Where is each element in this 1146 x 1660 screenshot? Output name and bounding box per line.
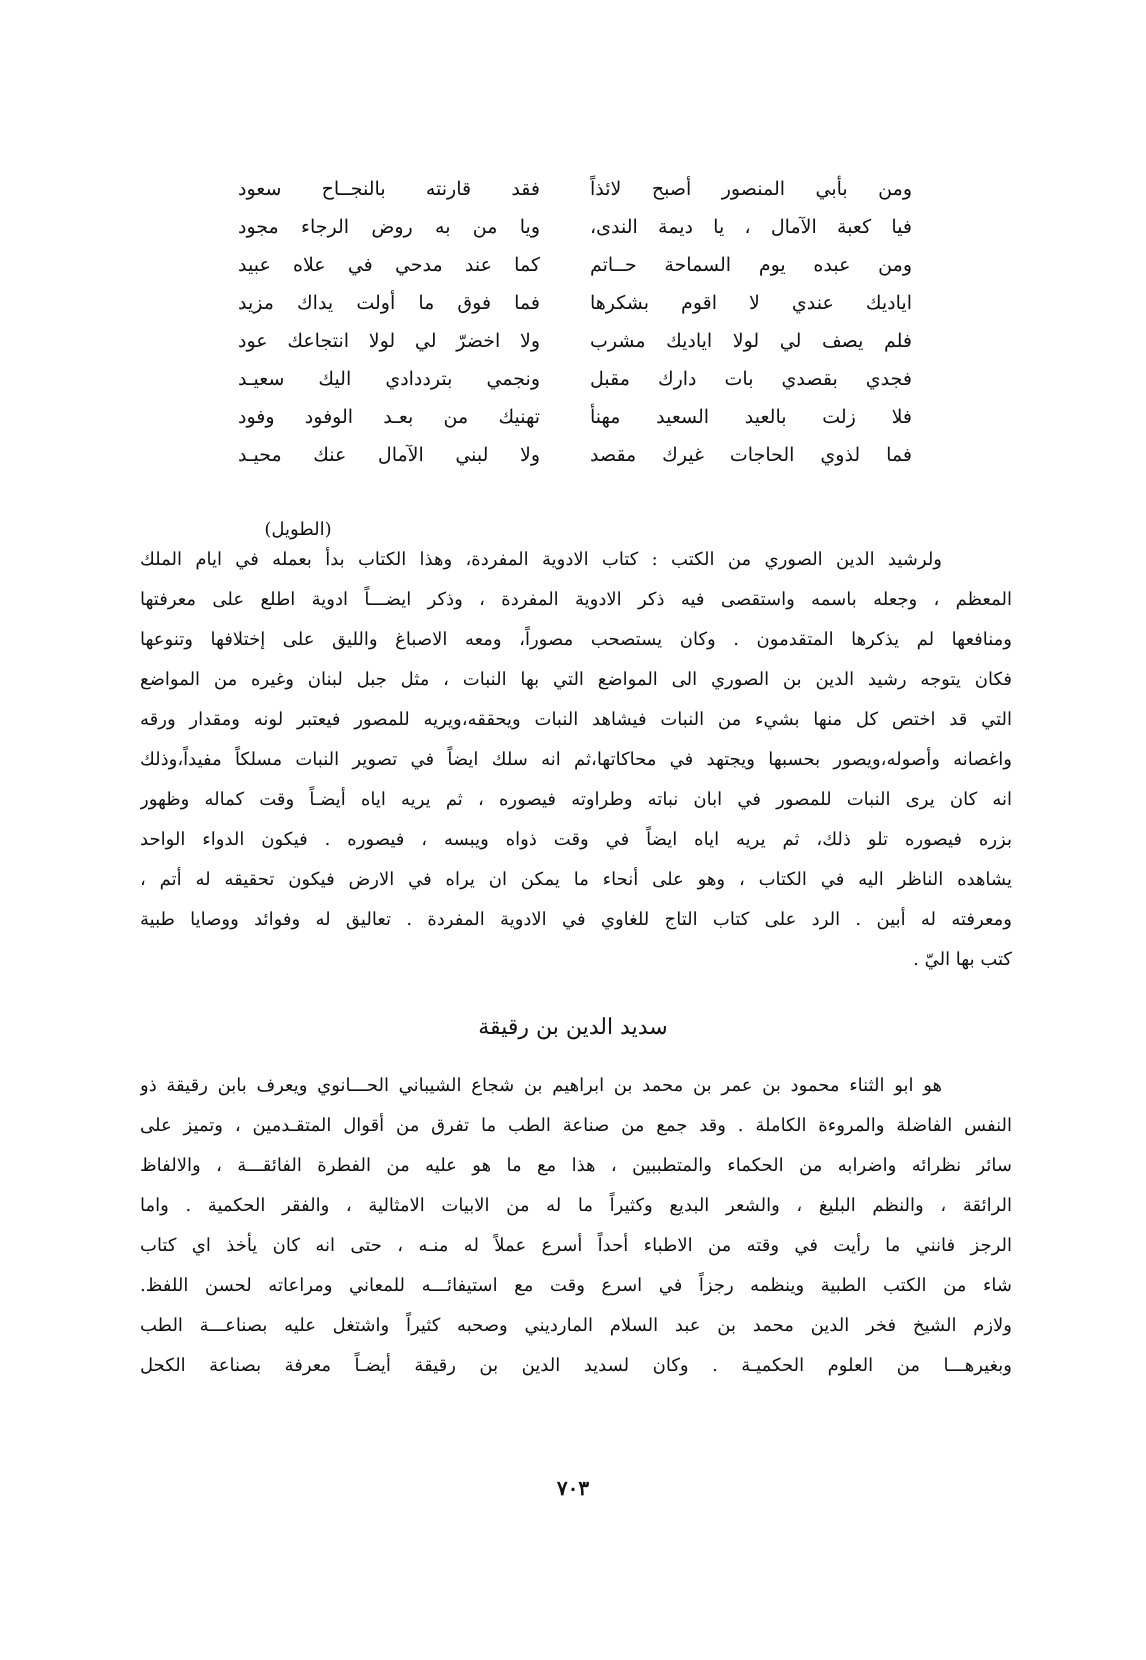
- paragraph-sadid-al-din-bio: [140, 1066, 1012, 1386]
- paragraph-line: التي قد اختص كل منها بشيء من النبات فيشاهد النبات ويحققه،ويريه للمصور فيعتبر لونه ومقدار ورقه: [140, 709, 1012, 730]
- verse-second-hemistich: ويا من به روض الرجاء مجود: [238, 216, 540, 238]
- paragraph-line: يشاهده الناظر اليه في الكتاب ، وهو على أنحاء ما يمكن ان يراه في الارض فيكون تحقيقه له أتم ،: [140, 869, 1012, 890]
- paragraph-line: وبغيرهـــا من العلوم الحكميـة . وكان لسديد الدين بن رقيقة أيضـاً معرفة بصناعة الكحل: [140, 1355, 1012, 1376]
- paragraph-line: انه كان يرى النبات للمصور في ابان نباته وطراوته فيصوره ، ثم يريه اياه أيضـاً وقت كماله وظهور: [140, 789, 1012, 810]
- verse-first-hemistich: فلم يصف لي لولا اياديك مشرب: [590, 330, 912, 352]
- poem-block: [0, 170, 1146, 470]
- paragraph-line: كتب بها اليّ .: [913, 949, 1012, 970]
- paragraph-line: بزره فيصوره تلو ذلك، ثم يريه اياه ايضاً في وقت ذواه ويبسه ، فيصوره . فيكون الدواء الواحد: [140, 829, 1012, 850]
- paragraph-line: شاء من الكتب الطبية وينظمه رجزاً في اسرع وقت مع استيفائـــه للمعاني ومراعاته لحسن اللفظ.: [140, 1275, 1012, 1296]
- poem-verse: [0, 246, 1146, 286]
- paragraph-line: فكان يتوجه رشيد الدين بن الصوري الى المواضع التي بها النبات ، مثل جبل لبنان وغيره من المواضع: [140, 669, 1012, 690]
- paragraph-line: واغصانه وأصوله،ويصور بحسبها ويجتهد في محاكاتها،ثم انه سلك ايضاً في تصوير النبات مسلكاً مفيداً،وذلك: [140, 749, 1012, 770]
- paragraph-line: النفس الفاضلة والمروءة الكاملة . وقد جمع من صناعة الطب ما تفرق من أقوال المتقـدمين ، وتميز على: [140, 1115, 1012, 1136]
- paragraph-line: ومعرفته له أبين . الرد على كتاب التاج للغاوي في الادوية المفردة . تعاليق له وفوائد ووصايا طبية: [140, 909, 1012, 930]
- verse-first-hemistich: ومن بأبي المنصور أصبح لائذاً: [590, 178, 912, 200]
- verse-second-hemistich: فما فوق ما أولت يداك مزيد: [238, 292, 540, 314]
- verse-first-hemistich: اياديك عندي لا اقوم بشكرها: [590, 292, 912, 314]
- verse-first-hemistich: فيا كعبة الآمال ، يا ديمة الندى،: [590, 216, 912, 238]
- paragraph-line: المعظم ، وجعله باسمه واستقصى فيه ذكر الادوية المفردة ، وذكر ايضـــاً ادوية اطلع على معرفتها: [140, 589, 1012, 610]
- verse-second-hemistich: تهنيك من بعـد الوفود وفود: [238, 406, 540, 428]
- verse-second-hemistich: ونجمي بترددادي اليك سعيـد: [238, 368, 540, 390]
- poem-verse: [0, 322, 1146, 362]
- paragraph-rashid-al-din-works: [140, 540, 1012, 980]
- verse-first-hemistich: ومن عبده يوم السماحة حــاتم: [590, 254, 912, 276]
- verse-first-hemistich: فجدي بقصدي بات دارك مقبل: [590, 368, 912, 390]
- poem-verse: [0, 170, 1146, 210]
- poem-verse: [0, 284, 1146, 324]
- verse-second-hemistich: ولا لبني الآمال عنك محيـد: [238, 444, 540, 466]
- verse-second-hemistich: فقد قارنته بالنجــاح سعود: [238, 178, 540, 200]
- poem-verse: [0, 360, 1146, 400]
- paragraph-line: الرجز فانني ما رأيت في وقته من الاطباء أحداً أسرع عملاً له منـه ، حتى انه كان يأخذ اي كتاب: [140, 1235, 1012, 1256]
- poem-verse: [0, 398, 1146, 438]
- paragraph-line: هو ابو الثناء محمود بن عمر بن محمد بن ابراهيم بن شجاع الشيباني الحـــانوي ويعرف بابن رقيقة ذو: [140, 1075, 942, 1096]
- poem-verse: [0, 208, 1146, 248]
- paragraph-line: ومنافعها لم يذكرها المتقدمون . وكان يستصحب مصوراً، ومعه الاصباغ والليق على إختلافها وتنوعها: [140, 629, 1012, 650]
- verse-first-hemistich: فلا زلت بالعيد السعيد مهنأ: [590, 406, 912, 428]
- poem-verse: [0, 436, 1146, 476]
- paragraph-line: ولازم الشيخ فخر الدين محمد بن عبد السلام المارديني وصحبه كثيراً واشتغل عليه بصناعـــة الطب: [140, 1315, 1012, 1336]
- verse-first-hemistich: فما لذوي الحاجات غيرك مقصد: [590, 444, 912, 466]
- verse-second-hemistich: كما عند مدحي في علاه عبيد: [238, 254, 540, 276]
- page-number: ٧٠٣: [556, 1476, 590, 1500]
- paragraph-line: سائر نظرائه واضرابه من الحكماء والمتطببين ، هذا مع ما هو عليه من الفطرة الفائقـــة ، والالفاظ: [140, 1155, 1012, 1176]
- poem-meter-label: (الطويل): [264, 519, 332, 540]
- section-heading: سديد الدين بن رقيقة: [478, 1015, 668, 1040]
- paragraph-line: الرائقة ، والنظم البليغ ، والشعر البديع وكثيراً ما له من الابيات الامثالية ، والفقر الحكمية . واما: [140, 1195, 1012, 1216]
- verse-second-hemistich: ولا اخضرّ لي لولا انتجاعك عود: [238, 330, 540, 352]
- paragraph-line: ولرشيد الدين الصوري من الكتب : كتاب الادوية المفردة، وهذا الكتاب بدأ بعمله في ايام الملك: [140, 549, 942, 570]
